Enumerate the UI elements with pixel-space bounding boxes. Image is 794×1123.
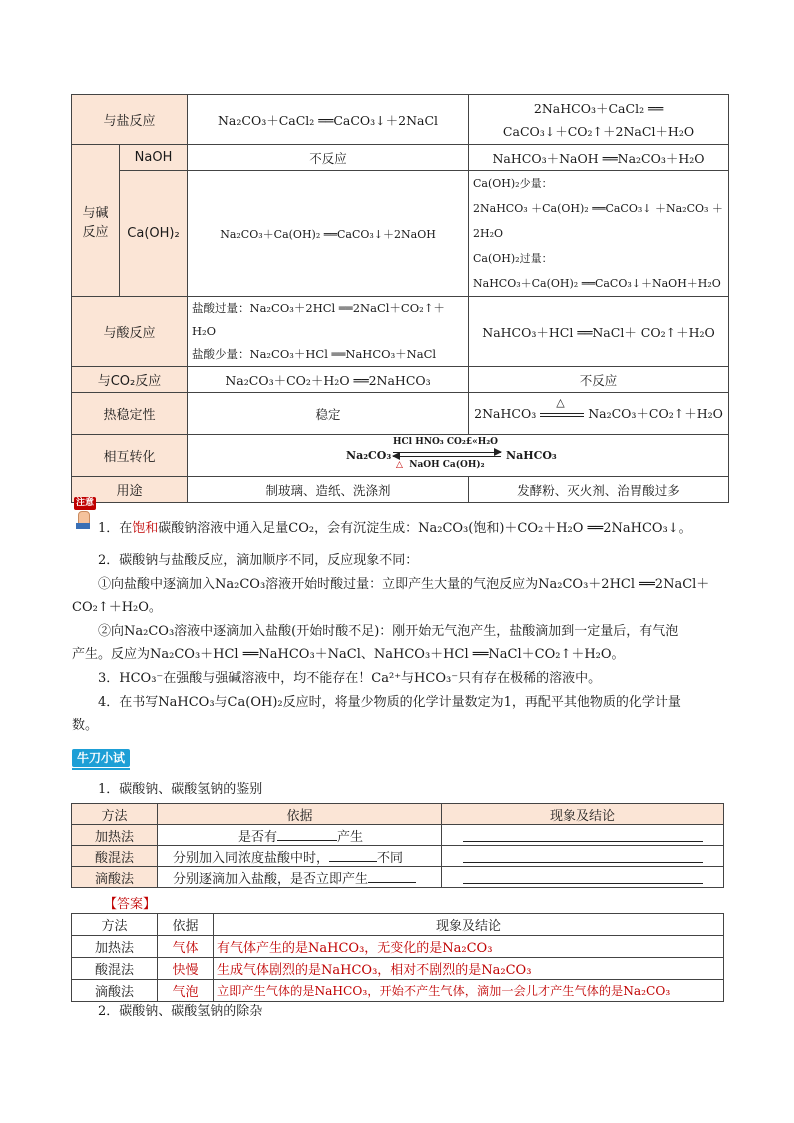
answer-blank[interactable] <box>277 828 337 841</box>
nahco3-caoh2-line: Ca(OH)₂过量： <box>473 252 553 265</box>
basis-text: 分别逐滴加入盐酸，是否立即产生 <box>173 871 369 887</box>
label-naoh: NaOH <box>120 145 188 171</box>
reverse-arrow-icon <box>393 456 501 457</box>
row-acid <box>72 297 729 367</box>
note-2-2: ②向Na₂CO₃溶液中逐滴加入盐酸(开始时酸不足)：刚开始无气泡产生，盐酸滴加到一定量后，有气泡 <box>98 624 679 639</box>
answer-header <box>72 914 724 936</box>
result-cell <box>442 825 724 846</box>
table-row <box>72 846 724 867</box>
answer-result: 立即产生气体的是NaHCO₃，开始不产生气体，滴加一会儿才产生气体的是Na₂CO₃ <box>214 980 724 1002</box>
row-heat <box>72 393 729 435</box>
mutual-right-compound: NaHCO₃ <box>506 448 557 462</box>
answer-blank[interactable] <box>368 870 416 883</box>
nahco3-uses: 发酵粉、灭火剂、治胃酸过多 <box>469 477 729 503</box>
table-row <box>72 867 724 888</box>
note-2: 2．碳酸钠与盐酸反应，滴加顺序不同，反应现象不同： <box>98 553 419 568</box>
note-1-text-rest: 碳酸钠溶液中通入足量CO₂，会有沉淀生成：Na₂CO₃(饱和)＋CO₂＋H₂O ══2NaHCO₃↓。 <box>158 521 692 536</box>
header-method: 方法 <box>72 804 158 825</box>
answer-blank[interactable] <box>463 850 703 863</box>
nahco3-caoh2-line: 2NaHCO₃ ＋Ca(OH)₂ ══CaCO₃↓ ＋Na₂CO₃ ＋ <box>473 202 723 215</box>
na2co3-co2-formula: Na₂CO₃＋CO₂＋H₂O ══2NaHCO₃ <box>188 367 469 393</box>
nahco3-decomposition-formula <box>469 393 729 435</box>
practice-badge: 牛刀小试 <box>72 749 130 767</box>
nahco3-salt-formula <box>469 95 729 145</box>
na2co3-acid-formulas <box>188 297 469 367</box>
na2co3-acid-line1: 盐酸过量：Na₂CO₃＋2HCl ══2NaCl＋CO₂↑＋H₂O <box>192 301 445 338</box>
result-cell <box>442 867 724 888</box>
answer-header-result: 现象及结论 <box>214 914 724 936</box>
method-cell: 酸混法 <box>72 846 158 867</box>
answer-result: 生成气体剧烈的是NaHCO₃，相对不剧烈的是Na₂CO₃ <box>214 958 724 980</box>
na2co3-salt-formula: Na₂CO₃＋CaCl₂ ══CaCO₃↓＋2NaCl <box>188 95 469 145</box>
answer-blank[interactable] <box>463 871 703 884</box>
answer-basis: 气泡 <box>158 980 214 1002</box>
row-use <box>72 477 729 503</box>
answer-blank[interactable] <box>329 849 377 862</box>
label-caoh2: Ca(OH)₂ <box>120 171 188 297</box>
answer-method: 滴酸法 <box>72 980 158 1002</box>
nahco3-caoh2-line: 2H₂O <box>473 227 504 240</box>
answer-method: 加热法 <box>72 936 158 958</box>
label-uses: 用途 <box>72 477 188 503</box>
forward-arrow-icon <box>393 452 501 453</box>
result-cell <box>442 846 724 867</box>
table-header <box>72 804 724 825</box>
table-row <box>72 936 724 958</box>
note-4: 4．在书写NaHCO₃与Ca(OH)₂反应时，将量少物质的化学计量数定为1，再配平其他物质的化学计量 <box>98 695 681 710</box>
table-row <box>72 980 724 1002</box>
label-acid-reaction: 与酸反应 <box>72 297 188 367</box>
na2co3-naoh-result: 不反应 <box>188 145 469 171</box>
mutual-left-compound: Na₂CO₃ <box>346 448 392 462</box>
answer-basis: 快慢 <box>158 958 214 980</box>
mutual-conversion-diagram <box>188 435 729 477</box>
heat-triangle-icon: △ <box>396 459 403 470</box>
label-mutual-conversion: 相互转化 <box>72 435 188 477</box>
row-salt <box>72 95 729 145</box>
note-1-highlight: 饱和 <box>132 521 159 536</box>
note-1 <box>72 517 727 540</box>
na2co3-caoh2-formula: Na₂CO₃＋Ca(OH)₂ ══CaCO₃↓＋2NaOH <box>188 171 469 297</box>
basis-cell <box>158 846 442 867</box>
basis-text: 是否有 <box>238 829 278 845</box>
heat-triangle-icon: △ <box>556 395 565 409</box>
answer-header-basis: 依据 <box>158 914 214 936</box>
note-2-2-cont: 产生。反应为Na₂CO₃＋HCl ══NaHCO₃＋NaCl、NaHCO₃＋HCl ══NaCl＋CO₂↑＋H₂O。 <box>72 647 625 662</box>
row-caoh2 <box>72 171 729 297</box>
note-3: 3．HCO₃⁻在强酸与强碱溶液中，均不能存在！Ca²⁺与HCO₃⁻只有存在极稀的溶液中。 <box>98 671 602 686</box>
na2co3-stability: 稳定 <box>188 393 469 435</box>
label-co2-reaction: 与CO₂反应 <box>72 367 188 393</box>
label-thermal-stability: 热稳定性 <box>72 393 188 435</box>
heat-double-arrow <box>540 395 584 423</box>
nahco3-heat-right: Na₂CO₃＋CO₂↑＋H₂O <box>588 406 723 422</box>
nahco3-salt-line1: 2NaHCO₃＋CaCl₂ ══ <box>533 100 664 116</box>
nahco3-heat-left: 2NaHCO₃ <box>474 406 537 422</box>
attention-label: 注意 <box>76 498 95 508</box>
header-basis: 依据 <box>158 804 442 825</box>
header-result: 现象及结论 <box>442 804 724 825</box>
table-row <box>72 958 724 980</box>
answer-basis: 气体 <box>158 936 214 958</box>
mutual-reverse-reagents: NaOH Ca(OH)₂ <box>409 459 485 470</box>
comparison-table <box>71 94 729 503</box>
label-base-reaction: 与碱反应 <box>72 145 120 297</box>
mutual-reverse-conditions <box>396 460 485 470</box>
answer-method: 酸混法 <box>72 958 158 980</box>
row-naoh <box>72 145 729 171</box>
identification-table <box>71 803 724 888</box>
answer-blank[interactable] <box>463 829 703 842</box>
na2co3-uses: 制玻璃、造纸、洗涤剂 <box>188 477 469 503</box>
practice-question-1: 1．碳酸钠、碳酸氢钠的鉴别 <box>98 782 263 797</box>
basis-text: 产生 <box>337 829 364 845</box>
nahco3-caoh2-line: Ca(OH)₂少量： <box>473 177 553 190</box>
nahco3-caoh2-line: NaHCO₃＋Ca(OH)₂ ══CaCO₃↓＋NaOH＋H₂O <box>473 277 721 290</box>
mutual-forward-reagents: HCl HNO₃ CO₂£«H₂O <box>393 436 498 447</box>
method-cell: 加热法 <box>72 825 158 846</box>
note-1-text: 1．在 <box>98 521 133 536</box>
nahco3-acid-formula: NaHCO₃＋HCl ══NaCl＋ CO₂↑＋H₂O <box>469 297 729 367</box>
note-2-1-cont: CO₂↑＋H₂O。 <box>72 600 162 615</box>
basis-text: 分别加入同浓度盐酸中时， <box>173 850 330 866</box>
note-2-1: ①向盐酸中逐滴加入Na₂CO₃溶液开始时酸过量：立即产生大量的气泡反应为Na₂CO₃＋2HCl ══2NaCl＋ <box>98 577 710 592</box>
answer-result: 有气体产生的是NaHCO₃，无变化的是Na₂CO₃ <box>214 936 724 958</box>
basis-cell <box>158 867 442 888</box>
practice-question-2: 2．碳酸钠、碳酸氢钠的除杂 <box>98 1004 263 1019</box>
nahco3-naoh-formula: NaHCO₃＋NaOH ══Na₂CO₃＋H₂O <box>469 145 729 171</box>
basis-cell <box>158 825 442 846</box>
nahco3-co2-result: 不反应 <box>469 367 729 393</box>
note-4-cont: 数。 <box>72 718 99 733</box>
nahco3-salt-line2: CaCO₃↓＋CO₂↑＋2NaCl＋H₂O <box>502 123 695 139</box>
answer-title: 【答案】 <box>104 897 157 912</box>
na2co3-acid-line2: 盐酸少量：Na₂CO₃＋HCl ══NaHCO₃＋NaCl <box>192 347 437 361</box>
label-salt-reaction: 与盐反应 <box>72 95 188 145</box>
method-cell: 滴酸法 <box>72 867 158 888</box>
table-row <box>72 825 724 846</box>
row-co2 <box>72 367 729 393</box>
answer-header-method: 方法 <box>72 914 158 936</box>
answer-table <box>71 913 724 1002</box>
nahco3-caoh2-formulas <box>469 171 729 297</box>
basis-text: 不同 <box>377 850 404 866</box>
row-mutual <box>72 435 729 477</box>
